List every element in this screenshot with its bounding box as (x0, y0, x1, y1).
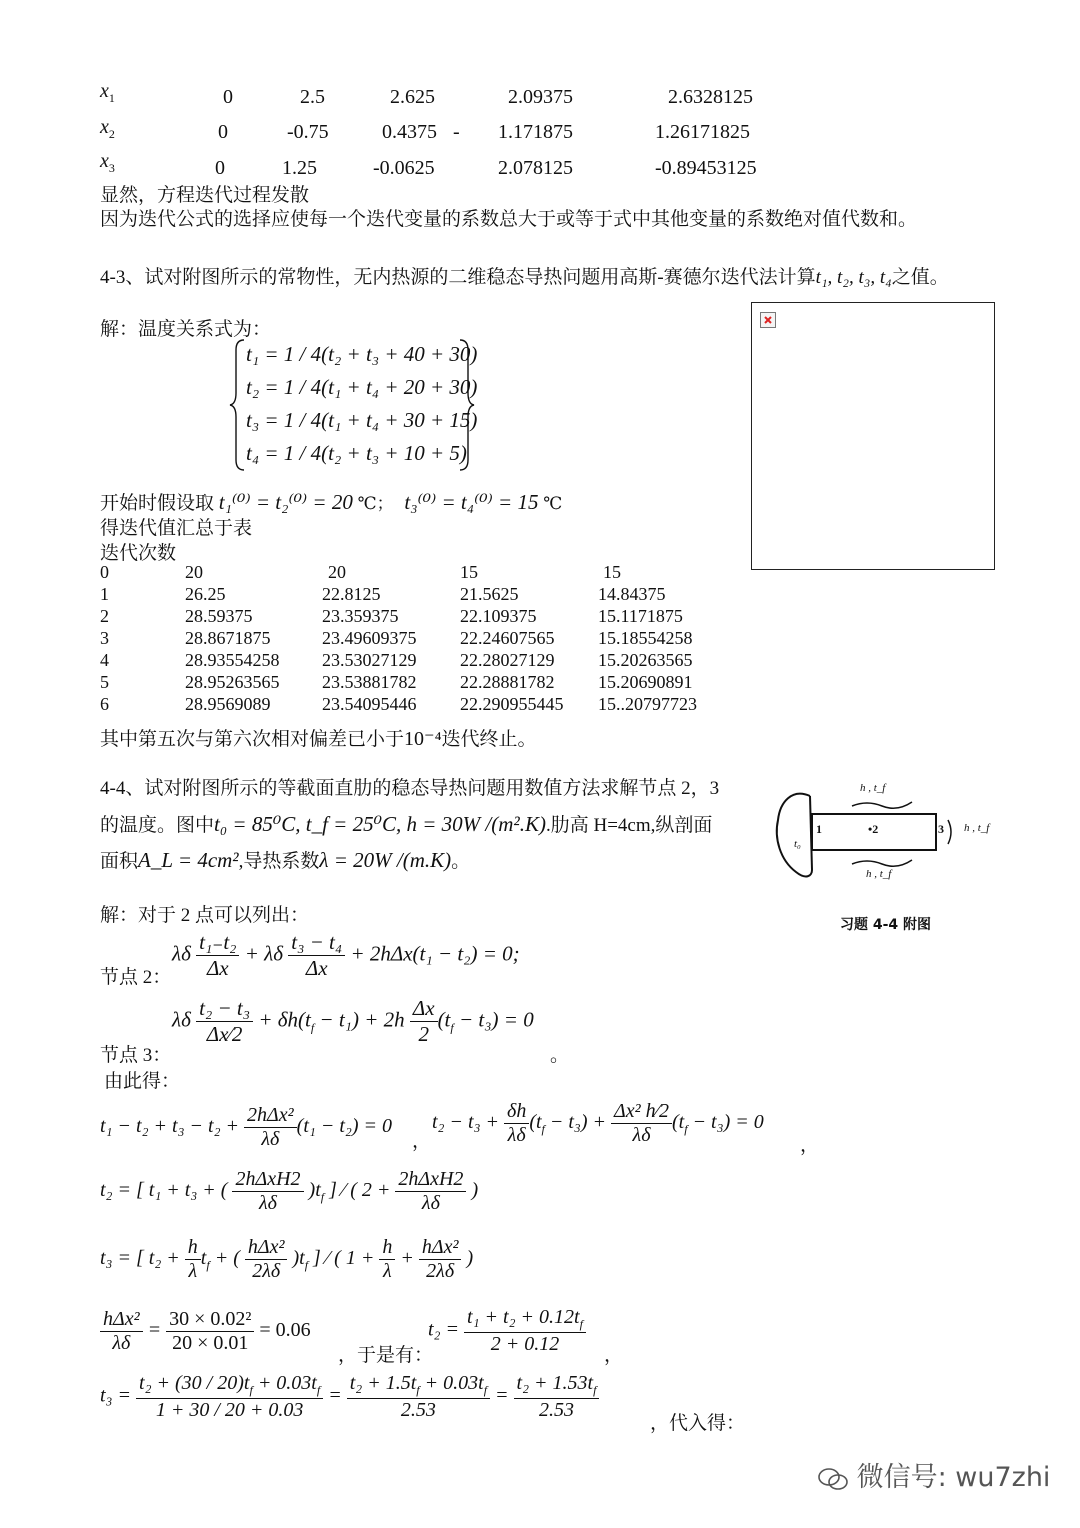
table-cell: 14.84375 (598, 584, 666, 604)
hence-text: 由此得： (104, 1071, 181, 1092)
table-cell: 22.290955445 (460, 694, 564, 714)
row-label-x1: $x_1$ (100, 80, 115, 105)
row-label-x2: $x_2$ (100, 116, 115, 141)
figure-caption: 习题 4-4 附图 (840, 917, 932, 933)
table-cell: 28.8671875 (185, 628, 271, 648)
table-cell: 23.359375 (322, 606, 399, 626)
table-cell: 22.28027129 (460, 650, 555, 670)
table-cell: 28.9569089 (185, 694, 271, 714)
table-cell: 20 (328, 562, 346, 582)
fig-node-2: •2 (868, 822, 879, 836)
cell: 1.171875 (498, 121, 573, 143)
table-cell: 6 (100, 694, 109, 714)
table-cell: 20 (185, 562, 203, 582)
table-cell: 22.8125 (322, 584, 381, 604)
table-cell: 21.5625 (460, 584, 519, 604)
table-cell: 5 (100, 672, 109, 692)
assume-line: 开始时假设取 t₁⁽⁰⁾ = t₂⁽⁰⁾ = 20 ℃； t₃⁽⁰⁾ = t₄⁽⁰⁾ = 15 ℃ (100, 490, 563, 514)
table-cell: 4 (100, 650, 109, 670)
node2-equation: λδ $\frac{\text{t₁₋t₂}}{\Delta x}$ + λδ $\frac{\text{t₃ − t₄}}{\Delta x}$ + 2hΔx(t₁ − t₂) = 0; (172, 930, 520, 980)
cell: 1.25 (282, 157, 317, 179)
cell: 0 (223, 86, 233, 108)
t2-expression: t₂ = [ t₁ + t₃ + ( $\frac{\text{2hΔxH2}}{\lambda\delta}$ )$t_f$ ] ⁄ ( 2 + $\frac{\text{2hΔxH2}}{\lambda\delta}$ ) (100, 1168, 479, 1214)
table-cell: 28.93554258 (185, 650, 280, 670)
table-cell: 2 (100, 606, 109, 626)
derived-equation-1: t₁ − t₂ + t₃ − t₂ + $\frac{\text{2hΔx²}}{\lambda\delta}$ (t₁ − t₂) = 0 (100, 1104, 392, 1150)
cell: 0.4375 (382, 121, 437, 143)
reason-text: 因为迭代公式的选择应使每一个迭代变量的系数总大于或等于式中其他变量的系数绝对值代数和。 (100, 209, 918, 230)
table-cell: 23.54095446 (322, 694, 417, 714)
p44-question-line2: 的温度。图中t₀ = 85⁰C, t_f = 25⁰C, h = 30W /(m².K).肋高 H=4cm,纵剖面 (100, 812, 713, 836)
fig-node-3: 3 (938, 822, 944, 836)
cell: -0.75 (287, 121, 329, 143)
cell: 0 (215, 157, 225, 179)
table-cell: 15..20797723 (598, 694, 697, 714)
p44-solution-intro: 解：对于 2 点可以列出： (100, 905, 310, 926)
table-cell: 22.109375 (460, 606, 537, 626)
t2-result: t₂ = $\frac{t_1 + t_2 + 0.12t_f}{2 + 0.12}$ (428, 1306, 586, 1356)
table-cell: 28.95263565 (185, 672, 280, 692)
broken-image-icon (760, 312, 776, 328)
table-cell: 26.25 (185, 584, 226, 604)
fig-right-label: h , t_f (964, 822, 990, 834)
equation-3: t₃ = 1 / 4(t₁ + t₄ + 30 + 15) (246, 408, 478, 432)
cell: -0.89453125 (655, 157, 757, 179)
fig-top-label: h , t_f (860, 782, 886, 794)
table-cell: 22.24607565 (460, 628, 555, 648)
left-brace-icon (228, 338, 248, 472)
comma: ， (604, 1345, 624, 1366)
table-cell: 3 (100, 628, 109, 648)
t3-result: t₃ = $\frac{t_2 + (30 / 20)t_f + 0.03t_f}{1 + 30 / 20 + 0.03}$ = $\frac{t_2 + 1.5t_f + 0.03t_f}{2.53}$ = $\frac{t_2 + 1.53t_f}{2.53}$ (100, 1372, 599, 1422)
cell: 2.09375 (508, 86, 573, 108)
row-label-x3: $x_3$ (100, 150, 115, 175)
cell: 0 (218, 121, 228, 143)
table-cell: 28.59375 (185, 606, 253, 626)
table-cell: 23.53027129 (322, 650, 417, 670)
t3-expression: t₃ = [ t₂ + $\frac{h}{\lambda}$ $t_f$ + ( $\frac{\text{hΔx²}}{2\lambda\delta}$ )$t_f$ ] ⁄ ( 1 + $\frac{h}{\lambda}$ + $\frac{\text{hΔx²}}{2\lambda\delta}$ ) (100, 1236, 474, 1282)
table-cell: 23.53881782 (322, 672, 417, 692)
equation-1: t₁ = 1 / 4(t₂ + t₃ + 40 + 30) (246, 342, 478, 366)
p43-question: 4-3、试对附图所示的常物性，无内热源的二维稳态导热问题用高斯-赛德尔迭代法计算t₁, t₂, t₃, t₄之值。 (100, 267, 949, 288)
numeric-equation: $\frac{\text{hΔx²}}{\lambda\delta}$ = $\frac{\text{30 × 0.02²}}{20 \times 0.01}$ = 0.06 (100, 1308, 311, 1355)
therefore-text: ，于是有： (338, 1345, 434, 1366)
cell: 1.26171825 (655, 121, 750, 143)
equation-2: t₂ = 1 / 4(t₁ + t₄ + 20 + 30) (246, 375, 478, 399)
p44-question-line1: 4-4、试对附图所示的等截面直肋的稳态导热问题用数值方法求解节点 2，3 (100, 778, 720, 799)
comma: ， (800, 1135, 820, 1156)
table-cell: 15.20263565 (598, 650, 693, 670)
right-brace-icon (456, 338, 476, 472)
node2-label: 节点 2： (100, 967, 172, 988)
summary-text: 得迭代值汇总于表 (100, 518, 253, 539)
table-cell: 15 (460, 562, 478, 582)
equation-4: t₄ = 1 / 4(t₂ + t₃ + 10 + 5) (246, 441, 467, 465)
table-cell: 15.18554258 (598, 628, 693, 648)
table-cell: 23.49609375 (322, 628, 417, 648)
table-cell: 0 (100, 562, 109, 582)
cell: -0.0625 (373, 157, 435, 179)
cell: 2.078125 (498, 157, 573, 179)
node3-equation: λδ $\frac{\text{t₂ − t₃}}{\Delta x⁄2}$ + $\delta h(t_f - t_1) + 2h$ $\frac{\Delta x}{2}$ $(t_f - t_3) = 0$ (172, 996, 534, 1046)
comma: ， (412, 1131, 432, 1152)
fin-figure (772, 780, 1002, 890)
dash: - (453, 121, 460, 143)
cell: 2.6328125 (668, 86, 753, 108)
substitute-text: ，代入得： (650, 1413, 746, 1434)
derived-equation-2: t₂ − t₃ + $\frac{\delta h}{\lambda\delta}$ $(t_f - t_3)$ + $\frac{\text{Δx² h⁄2}}{\lambda\delta}$ $(t_f - t_3) = 0$ (432, 1100, 764, 1146)
table-cell: 15 (603, 562, 621, 582)
fig-node-1: 1 (816, 822, 822, 836)
table-cell: 15.1171875 (598, 606, 683, 626)
table-cell: 22.28881782 (460, 672, 555, 692)
p43-solution-intro: 解：温度关系式为： (100, 319, 272, 340)
table-cell: 15.20690891 (598, 672, 693, 692)
fig-t0-label: t₀ (794, 838, 801, 850)
cell: 2.625 (390, 86, 435, 108)
fig-bottom-label: h , t_f (866, 868, 892, 880)
node3-label: 节点 3： (100, 1045, 172, 1066)
broken-image-frame (751, 302, 995, 570)
wechat-icon (818, 1466, 848, 1492)
watermark: 微信号: wu7zhi (818, 1455, 1050, 1494)
p44-question-line3: 面积A_L = 4cm²,导热系数λ = 20W /(m.K)。 (100, 848, 471, 872)
cell: 2.5 (300, 86, 325, 108)
diverge-text: 显然，方程迭代过程发散 (100, 185, 310, 206)
node3-dot: 。 (550, 1045, 570, 1066)
conclusion-text: 其中第五次与第六次相对偏差已小于10⁻⁴迭代终止。 (100, 728, 537, 750)
table-cell: 1 (100, 584, 109, 604)
iteration-header: 迭代次数 (100, 543, 177, 564)
